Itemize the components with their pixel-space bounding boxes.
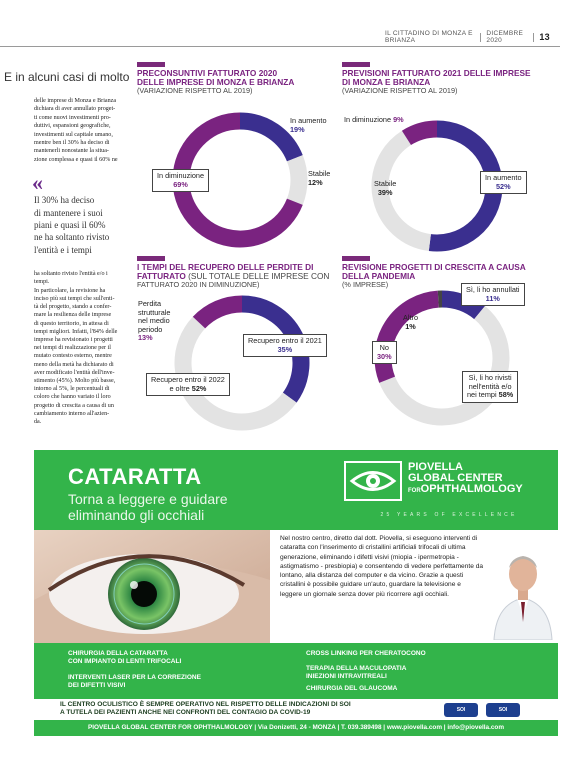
logo-name: PIOVELLA GLOBAL CENTER FOROPHTHALMOLOGY <box>408 461 523 495</box>
certification-badge: SOI <box>444 703 478 717</box>
ad-body-text: Nel nostro centro, diretto dal dott. Piovella, si eseguono interventi di cataratta con l'inserimento di cristallini artificiali trifocali di ultima generazione, eliminando i difetti visivi (miopia - ipermetropia - astigmatismo - presbiopia) e consentendo di vedere perfettamente da lontano, alla distanza del computer e da vicino. Grazie a questi cristallini è possibile guidare un'auto, guardare la televisione e leggere un giornale senza dover più ricorrere agli occhiali. <box>280 535 484 598</box>
issue-date: DICEMBRE 2020 <box>486 30 524 44</box>
services-band <box>34 643 558 699</box>
headline-fragment: E in alcuni casi di molto <box>4 70 130 84</box>
slice-label: Sì, li ho annullati 11% <box>461 283 525 306</box>
service-item: CHIRURGIA DEL GLAUCOMA <box>306 685 398 692</box>
chart-subtitle: FATTURATO 2020 IN DIMINUZIONE) <box>137 280 260 289</box>
covid-notice <box>34 699 558 720</box>
eye-photo <box>34 530 270 643</box>
chart-title: PRECONSUNTIVI FATTURATO 2020 DELLE IMPRESE DI MONZA E BRIANZA <box>137 68 295 87</box>
slice-label: Perdita strutturale nel medio periodo 13% <box>138 299 171 343</box>
eye-logo-icon <box>344 460 404 504</box>
quote-mark: « <box>32 170 43 196</box>
chart-subtitle: (% IMPRESE) <box>342 280 389 289</box>
ad-footer-contacts: PIOVELLA GLOBAL CENTER FOR OPHTHALMOLOGY | Via Donizetti, 24 - MONZA | T. 039.389498 | www.piovella.com | info@piovella.com <box>34 720 558 736</box>
section-name: IL CITTADINO DI MONZA E BRIANZA <box>385 30 473 44</box>
ad-title: CATARATTA <box>68 464 202 489</box>
pull-quote: Il 30% ha deciso di mantenere i suoi piani e quasi il 60% ne ha soltanto rivisto l'entità e i tempi <box>34 195 110 255</box>
ophthalmology-ad <box>34 450 558 720</box>
chart-title: PREVISIONI FATTURATO 2021 DELLE IMPRESE DI MONZA E BRIANZA <box>342 68 531 87</box>
slice-label: No 30% <box>372 341 397 364</box>
donut-slice-2 <box>383 299 438 380</box>
service-item: INTERVENTI LASER PER LA CORREZIONE DEI DIFETTI VISIVI <box>68 674 201 689</box>
service-item: TERAPIA DELLA MACULOPATIA INIEZIONI INTRAVITREALI <box>306 665 407 680</box>
chart-subtitle: (VARIAZIONE RISPETTO AL 2019) <box>342 86 458 95</box>
slice-label: Recupero entro il 2021 35% <box>243 334 327 357</box>
service-item: CROSS LINKING PER CHERATOCONO <box>306 650 426 657</box>
service-item: CHIRURGIA DELLA CATARATTA CON IMPIANTO DI LENTI TRIFOCALI <box>68 650 182 665</box>
chart-title: REVISIONE PROGETTI DI CRESCITA A CAUSA DELLA PANDEMIA <box>342 262 526 281</box>
slice-label: Stabile 39% <box>374 179 397 197</box>
certification-badge: SOI <box>486 703 520 717</box>
ad-header-band <box>34 450 558 530</box>
article-paragraph: ha soltanto rivisto l'entità e/o i tempi. In particolare, la revisione ha inciso più sui tempi che sull'enti- tà del progetto, stando a confer- mare la resilienza delle imprese di questo territorio, in attesa di tempi migliori. Infatti, l'84% delle imprese ha revisionato i progetti nei tempi di realizzazione per il mutato contesto esterno, mentre meno della metà ha dichiarato di aver modificato l'entità dell'inve- stimento (45%). Molto più basse, intorno al 5%, le percentuali di coloro che hanno variato il loro progetto di crescita a causa di un cambiamento interno all'azien- da. <box>34 271 118 425</box>
slice-label: In diminuzione 9% <box>344 115 404 124</box>
ad-subtitle: Torna a leggere e guidare eliminando gli occhiali <box>68 491 228 523</box>
article-paragraph: delle imprese di Monza e Brianza dichiara di aver annullato proget- ti come nuovi investimenti pro- duttivi, espansioni geografiche, investimenti sul capitale umano, mentre ben il 30% ha deciso di mantenerli nonostante la situa- zione complessa e quasi il 60% ne <box>34 98 118 163</box>
page-number: 13 <box>539 32 550 42</box>
notice-text: IL CENTRO OCULISTICO È SEMPRE OPERATIVO NEL RISPETTO DELLE INDICAZIONI DI SOI A TUTELA DEI PAZIENTI ANCHE NEI CONFRONTI DEL CONTAGIO DA COVID-19 <box>60 701 351 717</box>
chart-title: I TEMPI DEL RECUPERO DELLE PERDITE DI FATTURATO (SUL TOTALE DELLE IMPRESE CON <box>137 262 330 281</box>
slice-label: In aumento 52% <box>480 171 527 194</box>
doctor-photo <box>490 536 556 640</box>
slice-label: Recupero entro il 2022 e oltre 52% <box>146 373 230 396</box>
logo-tagline: 25 YEARS OF EXCELLENCE <box>380 512 518 518</box>
chart-subtitle: (VARIAZIONE RISPETTO AL 2019) <box>137 86 253 95</box>
slice-label: Sì, li ho rivisti nell'entità e/o nei tempi 58% <box>462 371 518 403</box>
brand-logo <box>344 460 558 526</box>
slice-label: Stabile 12% <box>308 169 331 187</box>
slice-label: In aumento 19% <box>290 116 327 134</box>
slice-label: Altro 1% <box>403 313 419 331</box>
slice-label: In diminuzione 69% <box>152 169 209 192</box>
